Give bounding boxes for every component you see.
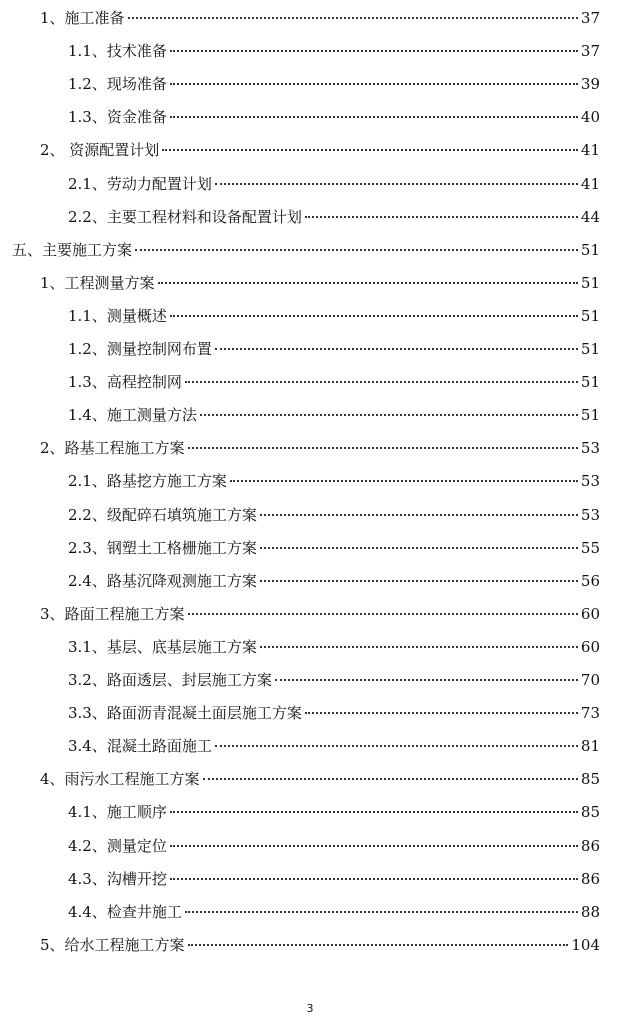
- toc-entry-title: 2.4、路基沉降观测施工方案: [68, 571, 257, 590]
- toc-entry-page: 73: [580, 704, 600, 723]
- toc-entry-title: 2、 资源配置计划: [40, 141, 160, 160]
- toc-entry-page: 51: [580, 340, 600, 358]
- toc-entry-title: 1、工程测量方案: [40, 273, 155, 292]
- toc-entry-title: 1.1、技术准备: [68, 42, 167, 61]
- toc-entry-title: 3.2、路面透层、封层施工方案: [68, 671, 272, 689]
- toc-dot-leader: [260, 580, 578, 582]
- toc-dot-leader: [170, 116, 578, 118]
- toc-dot-leader: [128, 17, 578, 19]
- toc-entry[interactable]: [40, 5, 600, 31]
- toc-entry-page: 60: [580, 637, 600, 656]
- toc-dot-leader: [305, 216, 578, 218]
- toc-entry[interactable]: [68, 502, 600, 528]
- toc-entry-page: 51: [580, 306, 600, 325]
- page-number: 3: [306, 1002, 314, 1015]
- toc-entry[interactable]: [40, 137, 600, 163]
- toc-entry-title: 4、雨污水工程施工方案: [40, 770, 200, 789]
- toc-entry[interactable]: [68, 866, 600, 892]
- toc-dot-leader: [185, 381, 578, 383]
- toc-entry[interactable]: [68, 700, 600, 726]
- toc-entry-page: 85: [580, 770, 600, 789]
- toc-dot-leader: [188, 447, 578, 449]
- toc-dot-leader: [305, 712, 578, 714]
- toc-entry[interactable]: [68, 568, 600, 594]
- toc-dot-leader: [260, 646, 578, 648]
- toc-entry-page: 41: [580, 174, 600, 193]
- toc-entry[interactable]: [40, 932, 600, 958]
- toc-dot-leader: [215, 745, 578, 747]
- toc-entry-page: 55: [580, 538, 600, 557]
- toc-entry[interactable]: [68, 336, 600, 362]
- toc-entry-page: 51: [580, 240, 600, 259]
- toc-dot-leader: [170, 50, 578, 52]
- toc-dot-leader: [203, 778, 578, 780]
- toc-entry-title: 2.1、劳动力配置计划: [68, 174, 212, 193]
- toc-entry[interactable]: [68, 733, 600, 759]
- toc-entry-title: 4.4、检查井施工: [68, 902, 182, 921]
- toc-dot-leader: [200, 414, 578, 416]
- toc-entry-page: 53: [580, 505, 600, 524]
- toc-entry[interactable]: [68, 204, 600, 230]
- toc-dot-leader: [215, 183, 578, 185]
- toc-entry-page: 60: [580, 604, 600, 623]
- toc-entry[interactable]: [68, 171, 600, 197]
- toc-entry-title: 1.2、测量控制网布置: [68, 340, 212, 358]
- toc-entry-title: 2、路基工程施工方案: [40, 439, 185, 458]
- toc-entry[interactable]: [68, 104, 600, 130]
- toc-entry[interactable]: [68, 899, 600, 925]
- toc-entry-page: 40: [580, 108, 600, 127]
- toc-entry-page: 88: [580, 902, 600, 921]
- toc-dot-leader: [260, 547, 578, 549]
- toc-entry-title: 3.4、混凝土路面施工: [68, 737, 212, 756]
- toc-entry[interactable]: [40, 435, 600, 461]
- toc-dot-leader: [275, 679, 578, 681]
- toc-dot-leader: [170, 845, 578, 847]
- toc-entry-page: 53: [580, 472, 600, 491]
- toc-entry[interactable]: [40, 766, 600, 792]
- toc-entry-title: 1.4、施工测量方法: [68, 406, 197, 425]
- toc-entry[interactable]: [40, 270, 600, 296]
- toc-entry-page: 39: [580, 75, 600, 94]
- toc-dot-leader: [188, 613, 578, 615]
- toc-entry-title: 2.2、主要工程材料和设备配置计划: [68, 207, 302, 226]
- toc-dot-leader: [158, 282, 578, 284]
- toc-entry[interactable]: [68, 369, 600, 395]
- toc-dot-leader: [162, 149, 578, 151]
- toc-entry-title: 3.1、基层、底基层施工方案: [68, 637, 257, 656]
- toc-entry-page: 104: [571, 935, 600, 954]
- toc-dot-leader: [170, 811, 578, 813]
- toc-entry[interactable]: [68, 402, 600, 428]
- toc-entry[interactable]: [68, 468, 600, 494]
- toc-dot-leader: [185, 911, 578, 913]
- toc-dot-leader: [170, 315, 578, 317]
- toc-entry-title: 2.3、钢塑土工格栅施工方案: [68, 538, 257, 557]
- toc-entry[interactable]: [68, 634, 600, 660]
- toc-entry-page: 51: [580, 406, 600, 425]
- toc-entry-title: 1.2、现场准备: [68, 75, 167, 94]
- toc-entry[interactable]: [68, 833, 600, 859]
- toc-entry[interactable]: [68, 535, 600, 561]
- toc-dot-leader: [170, 83, 578, 85]
- toc-entry[interactable]: [40, 601, 600, 627]
- toc-entry-title: 4.1、施工顺序: [68, 803, 167, 822]
- toc-entry-page: 86: [580, 869, 600, 888]
- toc-entry-page: 51: [580, 373, 600, 392]
- toc-entry-title: 1.3、高程控制网: [68, 373, 182, 392]
- toc-entry-title: 2.2、级配碎石填筑施工方案: [68, 505, 257, 524]
- toc-entry-title: 3、路面工程施工方案: [40, 604, 185, 623]
- toc-entry-page: 41: [580, 141, 600, 160]
- toc-entry-title: 1.1、测量概述: [68, 306, 167, 325]
- toc-entry-title: 3.3、路面沥青混凝土面层施工方案: [68, 704, 302, 723]
- toc-entry[interactable]: [68, 799, 600, 825]
- toc-entry-page: 81: [580, 737, 600, 756]
- toc-entry[interactable]: [68, 303, 600, 329]
- toc-entry-page: 37: [580, 42, 600, 61]
- toc-dot-leader: [230, 480, 578, 482]
- toc-entry-title: 4.3、沟槽开挖: [68, 869, 167, 888]
- toc-dot-leader: [215, 348, 578, 350]
- toc-entry-title: 2.1、路基挖方施工方案: [68, 472, 227, 491]
- toc-entry-page: 70: [580, 671, 600, 689]
- toc-dot-leader: [188, 944, 569, 946]
- toc-entry-title: 1、施工准备: [40, 9, 125, 27]
- toc-entry-title: 五、主要施工方案: [12, 240, 133, 259]
- toc-entry-page: 56: [580, 571, 600, 590]
- toc-entry-title: 5、给水工程施工方案: [40, 935, 185, 954]
- toc-entry[interactable]: [68, 38, 600, 64]
- toc-entry-title: 1.3、资金准备: [68, 108, 167, 127]
- toc-entry[interactable]: [68, 667, 600, 693]
- toc-entry-page: 37: [580, 9, 600, 27]
- toc-entry-title: 4.2、测量定位: [68, 836, 167, 855]
- toc-entry-page: 44: [580, 207, 600, 226]
- toc-entry-page: 51: [580, 273, 600, 292]
- toc-entry[interactable]: [68, 71, 600, 97]
- toc-dot-leader: [135, 249, 578, 251]
- toc-dot-leader: [170, 878, 578, 880]
- toc-entry[interactable]: [12, 237, 600, 263]
- toc-entry-page: 86: [580, 836, 600, 855]
- toc-entry-page: 53: [580, 439, 600, 458]
- toc-dot-leader: [260, 514, 578, 516]
- toc-entry-page: 85: [580, 803, 600, 822]
